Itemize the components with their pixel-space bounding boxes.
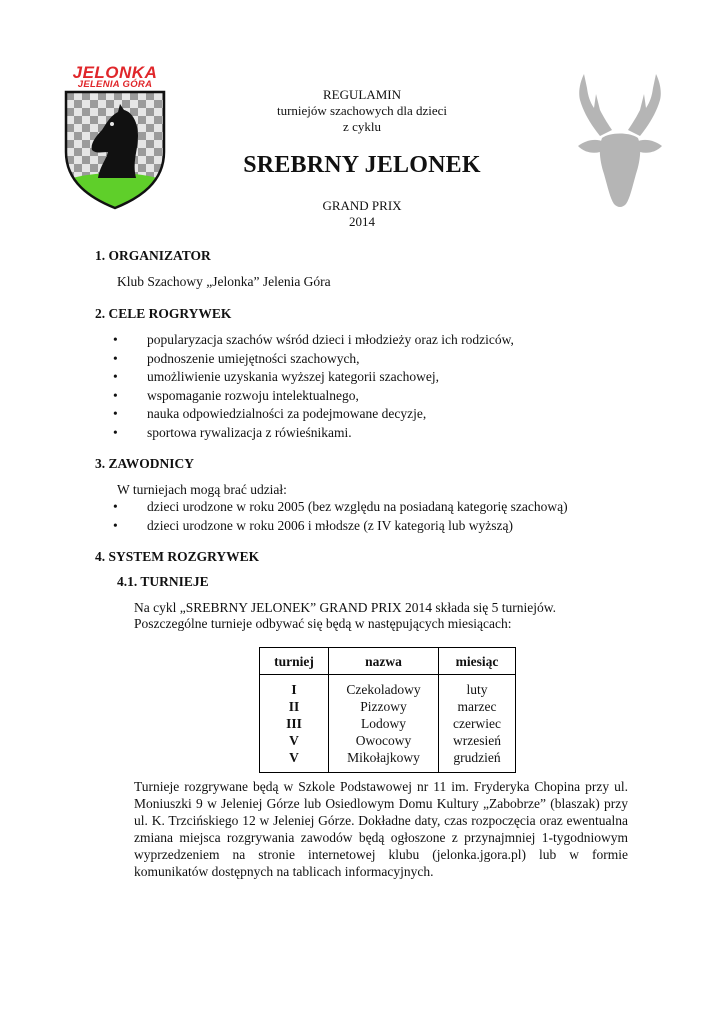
- logo-subtitle: JELENIA GÓRA: [77, 79, 153, 90]
- tournament-name: Czekoladowy: [329, 675, 439, 699]
- table-row: [260, 732, 516, 749]
- venue-paragraph: Turnieje rozgrywane będą w Szkole Podstawowej nr 11 im. Fryderyka Chopina przy ul. Moniuszki 9 w Jeleniej Górze lub Osiedlowym Domu Kultury „Zabobrze” (blaszak) przy ul. K. Trzcińskiego 12 w Jeleniej Górze. Dokładne daty, czas rozpoczęcia oraz ewentualna zmiana miejsca rozgrywania zawodów będą ogłoszone z przynajmniej 1-tygodniowym wyprzedzeniem na stronie internetowej klubu (jelonka.jgora.pl) lub w formie komunikatów dostępnych na tablicach informacyjnych.: [134, 779, 628, 879]
- grand-prix-label: GRAND PRIX: [322, 198, 402, 213]
- tournament-number: V: [260, 732, 329, 749]
- column-header-tournament: turniej: [260, 648, 329, 675]
- tournament-number: II: [260, 698, 329, 715]
- tournament-month: luty: [439, 675, 516, 699]
- year-label: 2014: [349, 214, 375, 229]
- logo-title: JELONKA: [72, 63, 158, 82]
- table-header-row: [260, 648, 516, 675]
- tournament-name: Mikołajkowy: [329, 749, 439, 773]
- tournament-month: wrzesień: [439, 732, 516, 749]
- list-item: • sportowa rywalizacja z rówieśnikami.: [95, 424, 514, 443]
- list-item: • podnoszenie umiejętności szachowych,: [95, 350, 514, 369]
- document-type: REGULAMIN: [323, 87, 401, 102]
- table-row: [260, 715, 516, 732]
- organizer-text: Klub Szachowy „Jelonka” Jelenia Góra: [117, 274, 331, 289]
- tournament-month: grudzień: [439, 749, 516, 773]
- tournament-month: marzec: [439, 698, 516, 715]
- system-intro-line1: Na cykl „SREBRNY JELONEK” GRAND PRIX 2014 składa się 5 turniejów.: [134, 600, 556, 615]
- tournament-number: I: [260, 675, 329, 699]
- list-item: • dzieci urodzone w roku 2006 i młodsze (z IV kategorią lub wyższą): [95, 517, 568, 536]
- page-title: SREBRNY JELONEK: [243, 152, 481, 178]
- goals-list: [95, 331, 514, 442]
- section-heading-organizer: 1. ORGANIZATOR: [95, 248, 211, 263]
- document-subtitle: turniejów szachowych dla dzieci: [276, 103, 447, 118]
- section-heading-system: 4. SYSTEM ROZGRYWEK: [95, 549, 260, 564]
- tournament-name: Lodowy: [329, 715, 439, 732]
- column-header-name: nazwa: [329, 648, 439, 675]
- club-logo: [60, 64, 170, 210]
- document-subtitle-2: z cyklu: [343, 119, 381, 134]
- tournament-number: V: [260, 749, 329, 773]
- table-row: [260, 675, 516, 699]
- list-item: • popularyzacja szachów wśród dzieci i młodzieży oraz ich rodziców,: [95, 331, 514, 350]
- subsection-heading-tournaments: 4.1. TURNIEJE: [117, 574, 209, 589]
- table-row: [260, 698, 516, 715]
- column-header-month: miesiąc: [439, 648, 516, 675]
- list-item: • dzieci urodzone w roku 2005 (bez względu na posiadaną kategorię szachową): [95, 498, 568, 517]
- tournament-month: czerwiec: [439, 715, 516, 732]
- tournament-schedule-table: [259, 647, 516, 773]
- system-intro-line2: Poszczególne turnieje odbywać się będą w następujących miesiącach:: [134, 616, 512, 631]
- players-list: [95, 498, 568, 535]
- table-row: [260, 749, 516, 773]
- section-heading-players: 3. ZAWODNICY: [95, 456, 195, 471]
- list-item: • nauka odpowiedzialności za podejmowane decyzje,: [95, 405, 514, 424]
- players-intro: W turniejach mogą brać udział:: [117, 482, 287, 497]
- list-item: • wspomaganie rozwoju intelektualnego,: [95, 387, 514, 406]
- tournament-name: Pizzowy: [329, 698, 439, 715]
- list-item: • umożliwienie uzyskania wyższej kategorii szachowej,: [95, 368, 514, 387]
- section-heading-goals: 2. CELE ROGRYWEK: [95, 306, 232, 321]
- tournament-name: Owocowy: [329, 732, 439, 749]
- tournament-number: III: [260, 715, 329, 732]
